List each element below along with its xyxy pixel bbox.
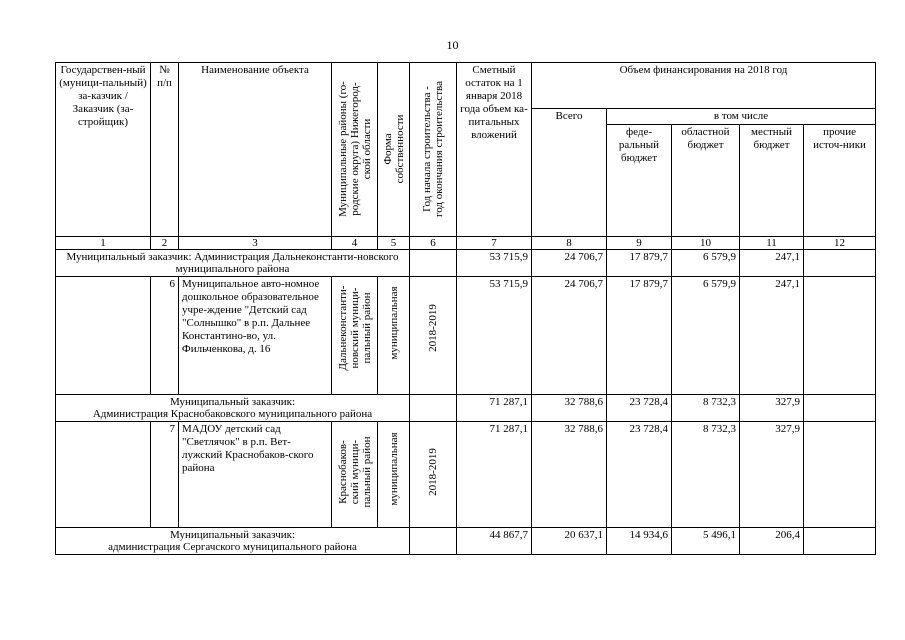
header-estimate: Сметный остаток на 1 января 2018 года объем ка-питальных вложений: [457, 63, 532, 237]
header-customer: Государствен-ный (муници-пальный) за-казчик / Заказчик (за-стройщик): [56, 63, 151, 237]
header-ownership: [378, 63, 410, 237]
object-num: 7: [151, 422, 179, 528]
header-total: Всего: [532, 109, 607, 237]
object-num: 6: [151, 277, 179, 395]
column-number: 12: [804, 237, 876, 250]
header-num: № п/п: [151, 63, 179, 237]
column-number: 3: [179, 237, 332, 250]
empty-cell: [56, 422, 151, 528]
regional-value: 8 732,3: [672, 422, 740, 528]
object-district-line: пальный район: [360, 292, 373, 364]
estimate-value: 53 715,9: [457, 250, 532, 277]
header-years-line: год окончания строительства: [433, 81, 445, 217]
local-value: 247,1: [740, 277, 804, 395]
empty-cell: [56, 277, 151, 395]
object-district: [332, 422, 378, 528]
group-customer: [56, 395, 410, 422]
total-value: 20 637,1: [532, 528, 607, 555]
object-district-line: Дальнеконстанти-: [336, 285, 349, 371]
object-ownership-text: муниципальная: [387, 432, 400, 506]
header-years-line: Год начала строительства -: [421, 86, 433, 212]
estimate-value: 71 287,1: [457, 395, 532, 422]
estimate-value: 44 867,7: [457, 528, 532, 555]
column-number: 5: [378, 237, 410, 250]
local-value: 206,4: [740, 528, 804, 555]
column-number: 1: [56, 237, 151, 250]
group-customer-line: Муниципальный заказчик:: [169, 396, 296, 408]
object-row: [56, 422, 876, 528]
local-value: 247,1: [740, 250, 804, 277]
object-name: Муниципальное авто-номное дошкольное образовательное учре-ждение "Детский сад "Солнышко" в р.п. Дальнее Константино-во, ул. Фильченкова, д. 16: [179, 277, 332, 395]
federal-value: 17 879,7: [607, 250, 672, 277]
federal-value: 14 934,6: [607, 528, 672, 555]
local-value: 327,9: [740, 395, 804, 422]
regional-value: 5 496,1: [672, 528, 740, 555]
column-number: 11: [740, 237, 804, 250]
column-number: 8: [532, 237, 607, 250]
regional-value: 8 732,3: [672, 395, 740, 422]
federal-value: 17 879,7: [607, 277, 672, 395]
regional-value: 6 579,9: [672, 250, 740, 277]
other-value: [804, 422, 876, 528]
regional-value: 6 579,9: [672, 277, 740, 395]
header-other: прочие источ-ники: [804, 125, 876, 237]
object-name: МАДОУ детский сад "Светлячок" в р.п. Вет-лужский Краснобаков-ского района: [179, 422, 332, 528]
header-ownership-line: собственности: [393, 114, 406, 184]
header-years: [410, 63, 457, 237]
object-years-text: 2018-2019: [427, 448, 439, 496]
federal-value: 23 728,4: [607, 422, 672, 528]
column-number: 4: [332, 237, 378, 250]
header-ownership-line: Форма: [381, 133, 394, 165]
header-district: [332, 63, 378, 237]
object-years-text: 2018-2019: [427, 304, 439, 352]
total-value: 32 788,6: [532, 395, 607, 422]
empty-cell: [410, 250, 457, 277]
page-number: 10: [446, 38, 459, 52]
total-value: 32 788,6: [532, 422, 607, 528]
header-district-line: ской области: [360, 118, 373, 180]
group-row: [56, 395, 876, 422]
object-ownership-text: муниципальная: [387, 286, 400, 360]
total-value: 24 706,7: [532, 250, 607, 277]
object-years: [410, 422, 457, 528]
estimate-value: 71 287,1: [457, 422, 532, 528]
column-number: 10: [672, 237, 740, 250]
estimate-value: 53 715,9: [457, 277, 532, 395]
other-value: [804, 395, 876, 422]
column-number: 2: [151, 237, 179, 250]
header-district-line: родские округа) Нижегород-: [348, 82, 361, 216]
group-row: [56, 250, 876, 277]
header-object: Наименование объекта: [179, 63, 332, 237]
header-federal: феде-ральный бюджет: [607, 125, 672, 237]
object-row: [56, 277, 876, 395]
column-number: 6: [410, 237, 457, 250]
group-customer-line: Муниципальный заказчик:: [169, 529, 296, 541]
header-district-line: Муниципальные районы (го-: [336, 81, 349, 217]
header-including: в том числе: [607, 109, 876, 125]
group-customer: [56, 528, 410, 555]
column-number: 7: [457, 237, 532, 250]
group-customer: Муниципальный заказчик: Администрация Дальнеконстанти-новского муниципального района: [56, 250, 410, 277]
object-district: [332, 277, 378, 395]
object-years: [410, 277, 457, 395]
local-value: 327,9: [740, 422, 804, 528]
header-financing: Объем финансирования на 2018 год: [532, 63, 876, 109]
object-ownership: [378, 422, 410, 528]
total-value: 24 706,7: [532, 277, 607, 395]
empty-cell: [410, 528, 457, 555]
object-district-line: новский муници-: [348, 287, 361, 369]
group-customer-line: администрация Сергачского муниципального района: [108, 541, 357, 553]
header-regional: областной бюджет: [672, 125, 740, 237]
object-district-line: ский муници-: [348, 439, 361, 505]
column-number: 9: [607, 237, 672, 250]
other-value: [804, 250, 876, 277]
object-district-line: пальный район: [360, 436, 373, 508]
other-value: [804, 528, 876, 555]
other-value: [804, 277, 876, 395]
group-customer-line: Администрация Краснобаковского муниципального района: [92, 408, 373, 420]
object-ownership: [378, 277, 410, 395]
financing-table: [55, 62, 876, 555]
empty-cell: [410, 395, 457, 422]
federal-value: 23 728,4: [607, 395, 672, 422]
column-numbers-row: [56, 237, 876, 250]
object-district-line: Краснобаков-: [336, 440, 349, 504]
group-row: [56, 528, 876, 555]
header-local: местный бюджет: [740, 125, 804, 237]
